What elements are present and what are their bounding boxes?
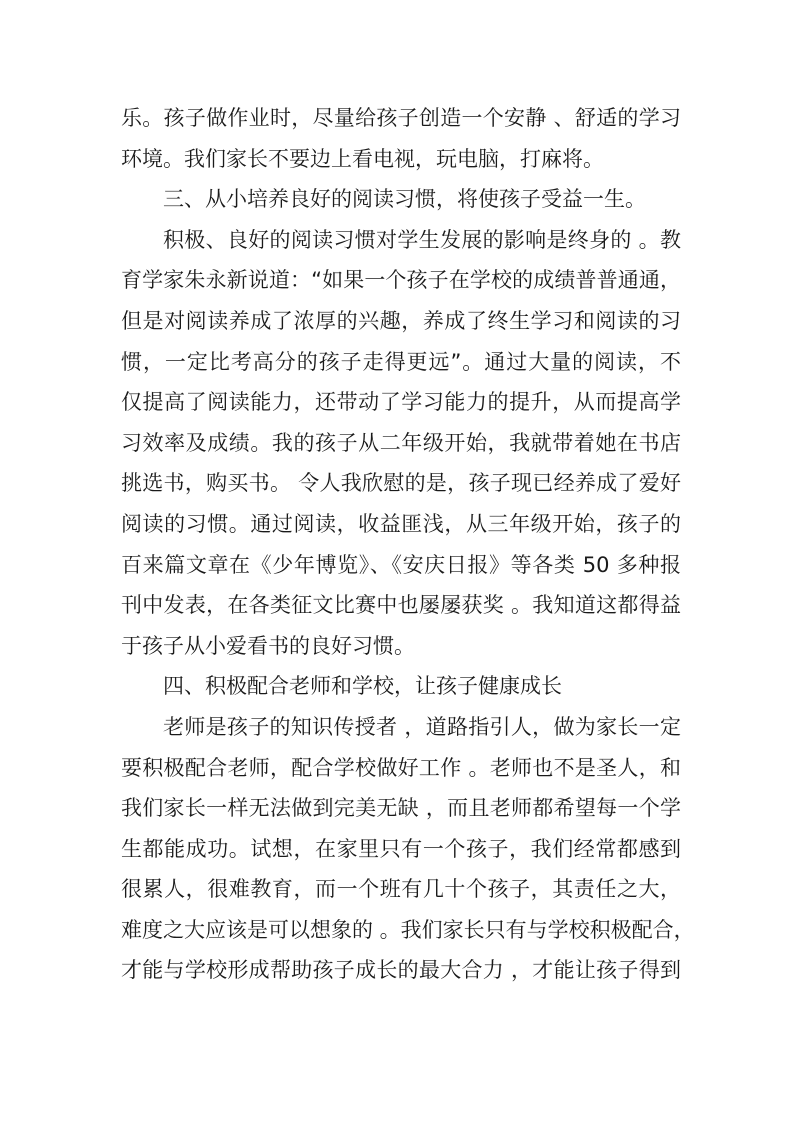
text-line: 仅提高了阅读能力，还带动了学习能力的提升，从而提高学 xyxy=(121,390,681,415)
text-line: 老师是孩子的知识传授者 ，道路指引人，做为家长一定 xyxy=(163,714,681,739)
text-line: 挑选书，购买书。 令人我欣慰的是，孩子现已经养成了爱好 xyxy=(121,471,681,496)
text-line: 积极、良好的阅读习惯对学生发展的影响是终身的 。教 xyxy=(163,227,681,252)
text-line: 三、从小培养良好的阅读习惯，将使孩子受益一生。 xyxy=(163,187,646,212)
text-line: 四、积极配合老师和学校，让孩子健康成长 xyxy=(163,674,562,699)
text-line: 惯，一定比考高分的孩子走得更远”。通过大量的阅读，不 xyxy=(121,349,681,374)
text-line: 习效率及成绩。我的孩子从二年级开始，我就带着她在书店 xyxy=(121,430,681,455)
text-line: 要积极配合老师，配合学校做好工作 。老师也不是圣人，和 xyxy=(121,755,681,780)
text-line: 环境。我们家长不要边上看电视，玩电脑，打麻将。 xyxy=(121,146,604,171)
text-line: 但是对阅读养成了浓厚的兴趣，养成了终生学习和阅读的习 xyxy=(121,308,681,333)
text-line: 生都能成功。试想，在家里只有一个孩子，我们经常都感到 xyxy=(121,836,681,861)
text-line: 育学家朱永新说道：“如果一个孩子在学校的成绩普普通通， xyxy=(121,268,681,293)
text-line: 乐。孩子做作业时，尽量给孩子创造一个安静 、舒适的学习 xyxy=(121,106,681,130)
text-line: 刊中发表，在各类征文比赛中也屡屡获奖 。我知道这都得益 xyxy=(121,593,681,618)
text-line: 才能与学校形成帮助孩子成长的最大合力 ，才能让孩子得到 xyxy=(121,958,681,983)
body-text xyxy=(121,98,695,991)
text-line: 很累人，很难教育，而一个班有几十个孩子，其责任之大， xyxy=(121,877,681,902)
text-line: 于孩子从小爱看书的良好习惯。 xyxy=(121,633,415,658)
text-line: 百来篇文章在《少年博览》、《安庆日报》等各类 50 多种报 xyxy=(121,552,681,577)
text-line: 难度之大应该是可以想象的 。我们家长只有与学校积极配合， xyxy=(121,917,695,942)
text-line: 我们家长一样无法做到完美无缺 ，而且老师都希望每一个学 xyxy=(121,796,681,821)
text-line: 阅读的习惯。通过阅读，收益匪浅，从三年级开始，孩子的 xyxy=(121,511,681,536)
